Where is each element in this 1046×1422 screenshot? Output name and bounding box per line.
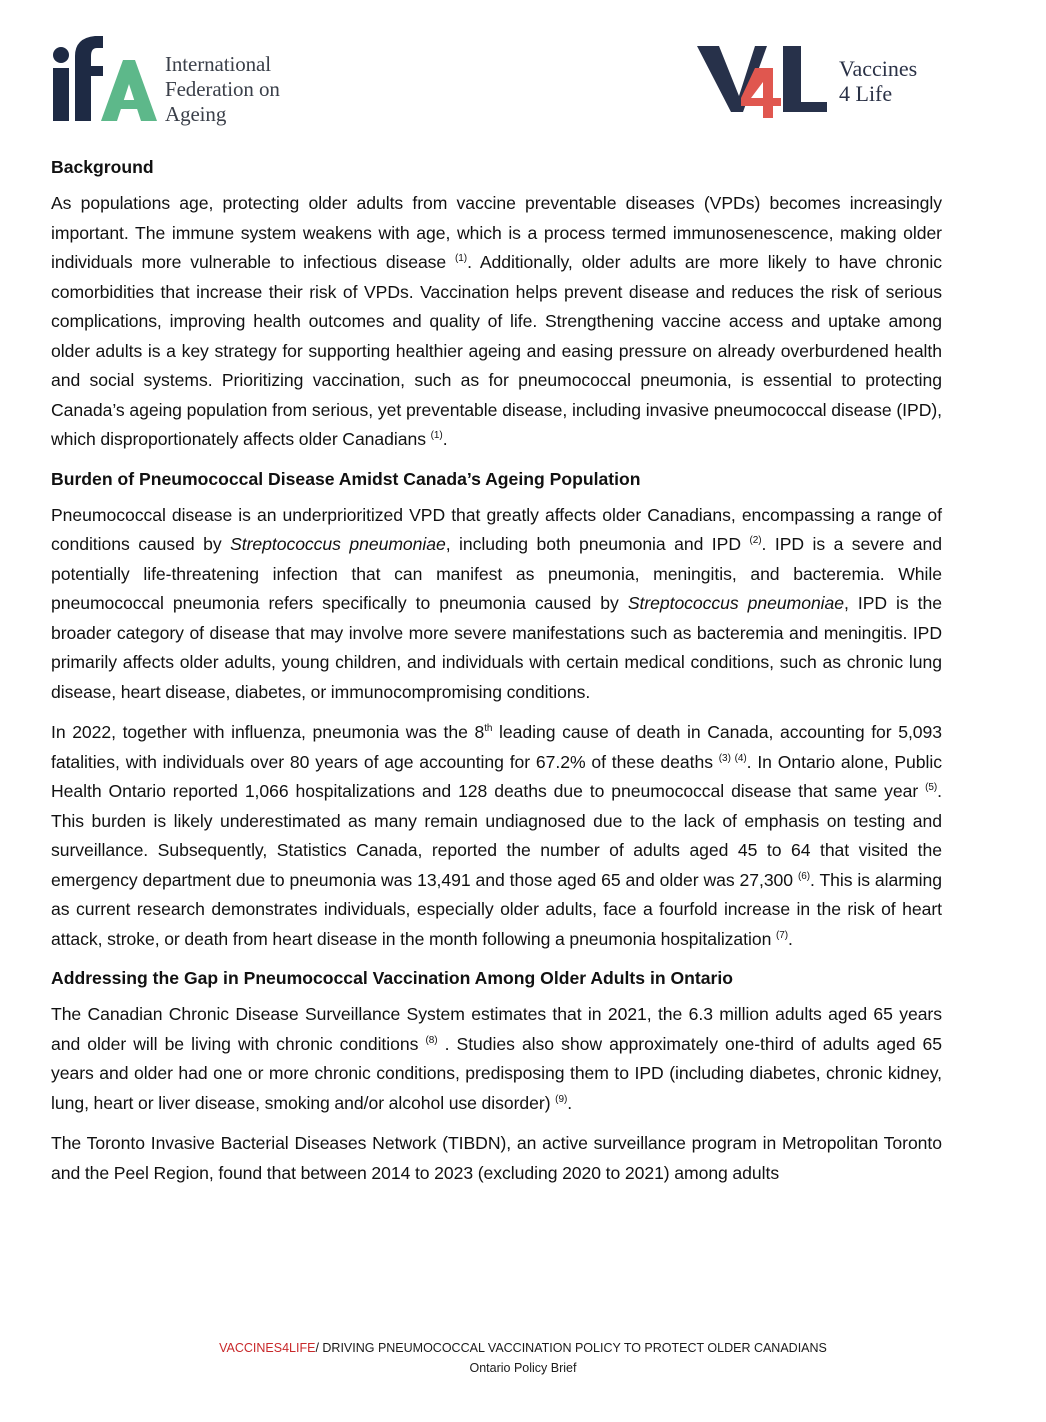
paragraph-text: .: [567, 1092, 573, 1113]
citation-ref: (3) (4): [718, 752, 747, 764]
paragraph-text: The Canadian Chronic Disease Surveillance System estimates that in 2021, the 6.3 million adults aged 65 years and older will be living with chronic conditions: [51, 1004, 942, 1054]
paragraph-text: . This burden is likely underestimated as many remain undiagnosed due to the lack of emphasis on testing and surveillance. Subsequently, Statistics Canada, reported the number of adults aged 45 to 64 that visited the emergency department due to pneumonia was 13,491 and those aged 65 and older was 27,300: [51, 781, 942, 890]
footer-title-line: [0, 1338, 1046, 1358]
paragraph-text: . Studies also show approximately one-third of adults aged 65 years and older had one or more chronic conditions, predisposing them to IPD (including diabetes, chronic kidney, lung, heart or liver disease, smoking and/or alcohol use disorder): [51, 1033, 942, 1113]
paragraph-text: . IPD is a severe and potentially life-threatening infection that can manifest as pneumonia, meningitis, and bacteremia. While pneumococcal pneumonia refers specifically to pneumonia caused by: [51, 534, 942, 613]
paragraph-text: , IPD is the broader category of disease that may involve more severe manifestations such as bacteremia and meningitis. IPD primarily affects older adults, young children, and individuals with certain medical conditions, such as chronic lung disease, heart disease, diabetes, or immunocompromising conditions.: [51, 593, 942, 702]
paragraph-text: The Toronto Invasive Bacterial Diseases Network (TIBDN), an active surveillance program in Metropolitan Toronto and the Peel Region, found that between 2014 to 2023 (excluding 2020 to 2021) among adults: [51, 1133, 942, 1183]
v4l-logo-l: [783, 46, 827, 112]
v4l-logo-line: Vaccines: [839, 56, 918, 81]
section-heading: Addressing the Gap in Pneumococcal Vaccination Among Older Adults in Ontario: [51, 968, 734, 988]
italic-term: Streptococcus pneumoniae: [230, 534, 446, 554]
ifa-logo-text: [165, 52, 280, 127]
citation-ref: (1): [430, 430, 443, 441]
paragraph-text: Pneumococcal disease is an underprioritized VPD that greatly affects older Canadians, encompassing a range of conditions caused by: [51, 504, 942, 554]
page-footer: [0, 1338, 1046, 1378]
paragraph-text: . Additionally, older adults are more likely to have chronic comorbidities that increase their risk of VPDs. Vaccination helps prevent disease and reduces the risk of serious complications, improving health outcomes and quality of life. Strengthening vaccine access and uptake among older adults is a key strategy for supporting healthier ageing and easing pressure on already overburdened health and social systems. Prioritizing vaccination, such as for pneumococcal pneumonia, is essential to protecting Canada’s ageing population from serious, yet preventable disease, including invasive pneumococcal disease (IPD), which disproportionately affects older Canadians: [51, 252, 942, 449]
citation-ref: (7): [775, 929, 789, 941]
section-heading: Background: [51, 157, 154, 177]
citation-ref: (5): [925, 782, 938, 793]
footer-brand: VACCINES4LIFE: [219, 1341, 316, 1355]
paragraph-text: , including both pneumonia and IPD: [445, 534, 750, 554]
paragraph: [51, 189, 942, 455]
ifa-logo-line: Federation on: [165, 77, 280, 101]
citation-ref: (2): [749, 535, 762, 546]
ifa-logo: [51, 30, 311, 130]
paragraph-text: As populations age, protecting older adults from vaccine preventable diseases (VPDs) becomes increasingly important. The immune system weakens with age, which is a process termed immunosenescence, making older individuals more vulnerable to infectious disease: [51, 193, 942, 272]
paragraph-text: .: [442, 429, 448, 449]
paragraph-text: . In Ontario alone, Public Health Ontario reported 1,066 hospitalizations and 128 deaths due to pneumococcal disease that same year: [51, 751, 942, 801]
paragraph: [51, 718, 942, 954]
paragraph-text: . This is alarming as current research demonstrates individuals, especially older adults, face a fourfold increase in the risk of heart attack, stroke, or death from heart disease in the month following a pneumonia hospitalization: [51, 869, 942, 949]
italic-term: Streptococcus pneumoniae: [627, 593, 845, 613]
paragraph: [51, 1000, 942, 1118]
ifa-logo-mark: [51, 30, 161, 130]
ifa-logo-a-bar: [113, 100, 145, 109]
v4l-logo-line: 4 Life: [839, 81, 893, 106]
footer-subtitle: Ontario Policy Brief: [469, 1361, 577, 1375]
citation-ref: (9): [555, 1093, 568, 1105]
v4l-logo-mark: [697, 42, 832, 122]
paragraph-text: leading cause of death in Canada, accounting for 5,093 fatalities, with individuals over 80 years of age accounting for 67.2% of these deaths: [51, 722, 942, 772]
ifa-logo-i-dot: [53, 47, 69, 63]
ifa-logo-i-stem: [53, 68, 69, 121]
paragraph: [51, 1129, 942, 1188]
paragraph-text: In 2022, together with influenza, pneumonia was the 8: [51, 722, 485, 742]
paragraph: [51, 501, 942, 708]
v4l-logo-text: [839, 56, 917, 106]
document-body: [51, 154, 942, 1199]
ifa-logo-line: Ageing: [165, 102, 227, 126]
citation-ref: (6): [797, 870, 811, 882]
citation-ref: (1): [455, 253, 468, 264]
v4l-logo: [697, 42, 947, 122]
ifa-logo-a: [101, 60, 157, 121]
citation-ref: (8): [425, 1034, 438, 1046]
citation-ref: th: [484, 723, 493, 734]
ifa-logo-f: [75, 36, 103, 121]
section-heading: Burden of Pneumococcal Disease Amidst Canada’s Ageing Population: [51, 468, 641, 489]
paragraph-text: .: [788, 928, 793, 949]
ifa-logo-line: International: [165, 52, 271, 76]
footer-title: / DRIVING PNEUMOCOCCAL VACCINATION POLICY TO PROTECT OLDER CANADIANS: [315, 1341, 827, 1355]
